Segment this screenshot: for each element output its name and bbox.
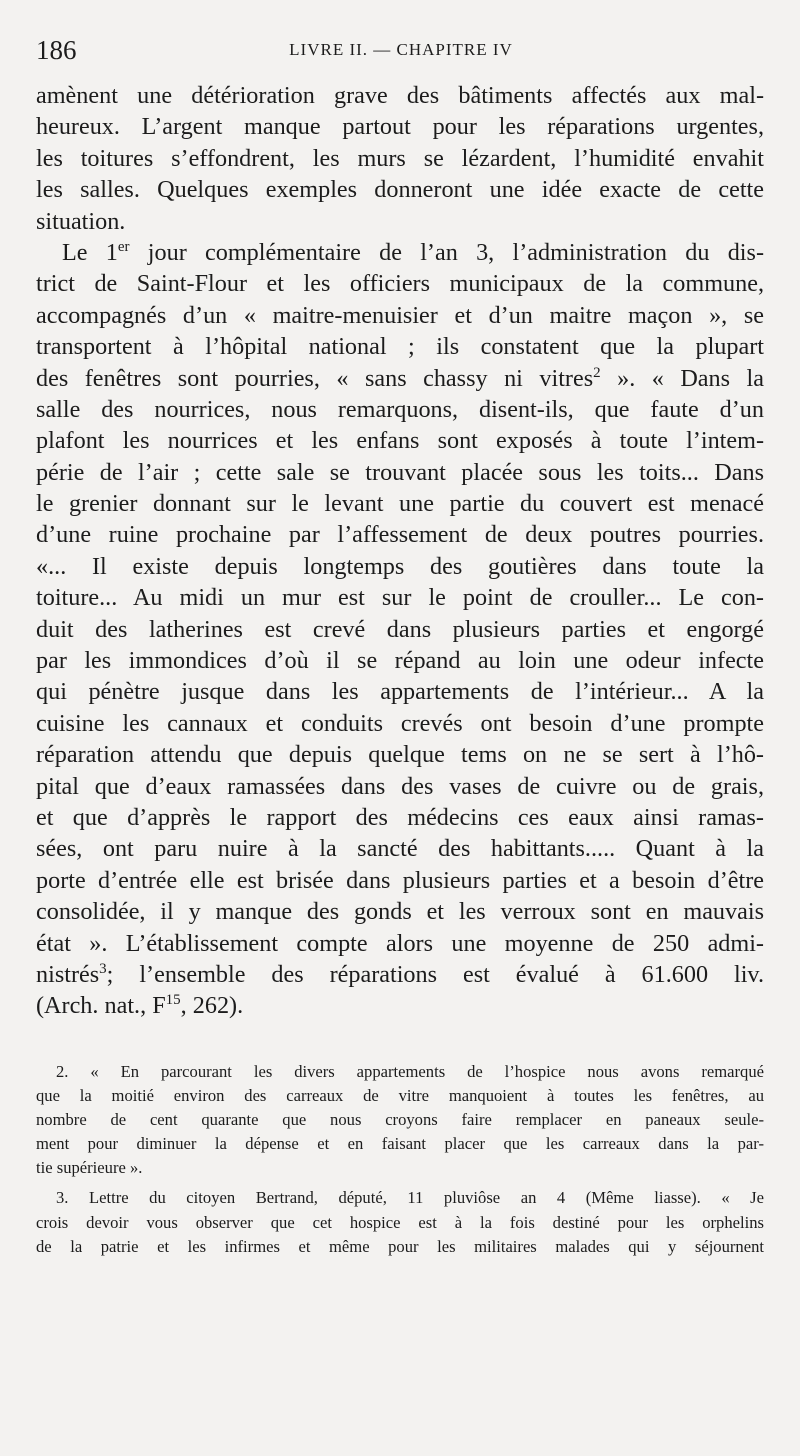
footnote-line: 2. « En parcourant les divers appartements de l’hospice nous avons remarqué	[56, 1062, 764, 1081]
text-line: heureux. L’argent manque partout pour les réparations urgentes,	[36, 113, 764, 141]
footnote-marker: 3	[99, 960, 107, 977]
page-number: 186	[36, 35, 77, 65]
text-line: périe de l’air ; cette sale se trouvant placée sous les toits... Dans	[36, 458, 764, 486]
footnote-line: nombre de cent quarante que nous croyons faire remplacer en paneaux seule-	[36, 1110, 764, 1130]
footnote-line: que la moitié environ des carreaux de vitre manquoient à toutes les fenêtres, au	[36, 1086, 764, 1106]
text-line: accompagnés d’un « maitre-menuisier et d’un maitre maçon », se	[36, 301, 764, 329]
text-segment: (Arch. nat., F	[36, 992, 166, 1020]
text-line	[36, 990, 764, 1021]
footnote-marker: 2	[593, 364, 601, 381]
text-line: les toitures s’effondrent, les murs se lézardent, l’humidité envahit	[36, 144, 764, 172]
text-line: et que d’apprès le rapport des médecins ces eaux ainsi ramas-	[36, 803, 764, 831]
text-line: consolidée, il y manque des gonds et les verroux sont en mauvais	[36, 898, 764, 926]
text-line: pital que d’eaux ramassées dans des vases de cuivre ou de grais,	[36, 772, 764, 800]
footnote-2	[36, 1060, 764, 1180]
text-line: d’une ruine prochaine par l’affessement de deux poutres pourries.	[36, 521, 764, 549]
main-text	[36, 80, 764, 1022]
text-line: état ». L’établissement compte alors une moyenne de 250 admi-	[36, 929, 764, 957]
text-segment: , 262).	[180, 992, 244, 1020]
text-line: par les immondices d’où il se répand au loin une odeur infecte	[36, 647, 764, 675]
text-line: situation.	[36, 207, 126, 235]
text-segment: nistrés	[36, 960, 100, 988]
text-line: trict de Saint-Flour et les officiers municipaux de la commune,	[36, 270, 764, 298]
footnote-line: ment pour diminuer la dépense et en faisant placer que les carreaux dans la par-	[36, 1134, 764, 1154]
text-line: le grenier donnant sur le levant une partie du couvert est menacé	[36, 490, 764, 518]
text-line: amènent une détérioration grave des bâtiments affectés aux mal-	[36, 82, 764, 109]
text-segment: des fenêtres sont pourries, « sans chassy ni vitres	[36, 364, 594, 392]
text-segment: ». « Dans la	[600, 364, 764, 392]
chapter-heading: LIVRE II. — CHAPITRE IV	[289, 40, 513, 59]
superscript: 15	[165, 992, 181, 1009]
text-line: réparation attendu que depuis quelque tems on ne se sert à l’hô-	[36, 741, 764, 769]
text-line: cuisine les cannaux et conduits crevés ont besoin d’une prompte	[36, 709, 764, 737]
text-line	[36, 363, 764, 394]
text-line: «... Il existe depuis longtemps des goutières dans toute la	[36, 552, 764, 580]
footnote-line: 3. Lettre du citoyen Bertrand, député, 11 pluviôse an 4 (Même liasse). « Je	[56, 1188, 764, 1208]
text-segment: jour complémentaire de l’an 3, l’administration du dis-	[129, 238, 764, 266]
text-line: toiture... Au midi un mur est sur le point de crouller... Le con-	[36, 584, 764, 612]
footnote-3	[36, 1186, 764, 1258]
text-segment: ; l’ensemble des réparations est évalué à 61.600 liv.	[106, 960, 764, 988]
running-head	[36, 34, 766, 66]
text-line: porte d’entrée elle est brisée dans plusieurs parties et a besoin d’être	[36, 866, 764, 894]
superscript: er	[117, 238, 130, 255]
text-line: salle des nourrices, nous remarquons, disent-ils, que faute d’un	[36, 395, 764, 423]
footnote-line: crois devoir vous observer que cet hospice est à la fois destiné pour les orphelins	[36, 1212, 764, 1232]
text-segment: Le 1	[62, 238, 118, 266]
text-line: transportent à l’hôpital national ; ils constatent que la plupart	[36, 333, 764, 361]
footnote-line: tie supérieure ».	[36, 1158, 143, 1178]
text-line: les salles. Quelques exemples donneront une idée exacte de cette	[36, 176, 764, 204]
text-line	[36, 959, 764, 990]
text-line: plafont les nourrices et les enfans sont exposés à toute l’intem-	[36, 427, 764, 455]
footnote-line: de la patrie et les infirmes et même pour les militaires malades qui y séjournent	[36, 1236, 764, 1256]
text-line: duit des latherines est crevé dans plusieurs parties et engorgé	[36, 615, 764, 643]
text-line: sées, ont paru nuire à la sancté des habittants..... Quant à la	[36, 835, 764, 863]
text-line: qui pénètre jusque dans les appartements de l’intérieur... A la	[36, 678, 764, 706]
footnotes	[36, 1060, 764, 1259]
text-line	[36, 237, 764, 268]
